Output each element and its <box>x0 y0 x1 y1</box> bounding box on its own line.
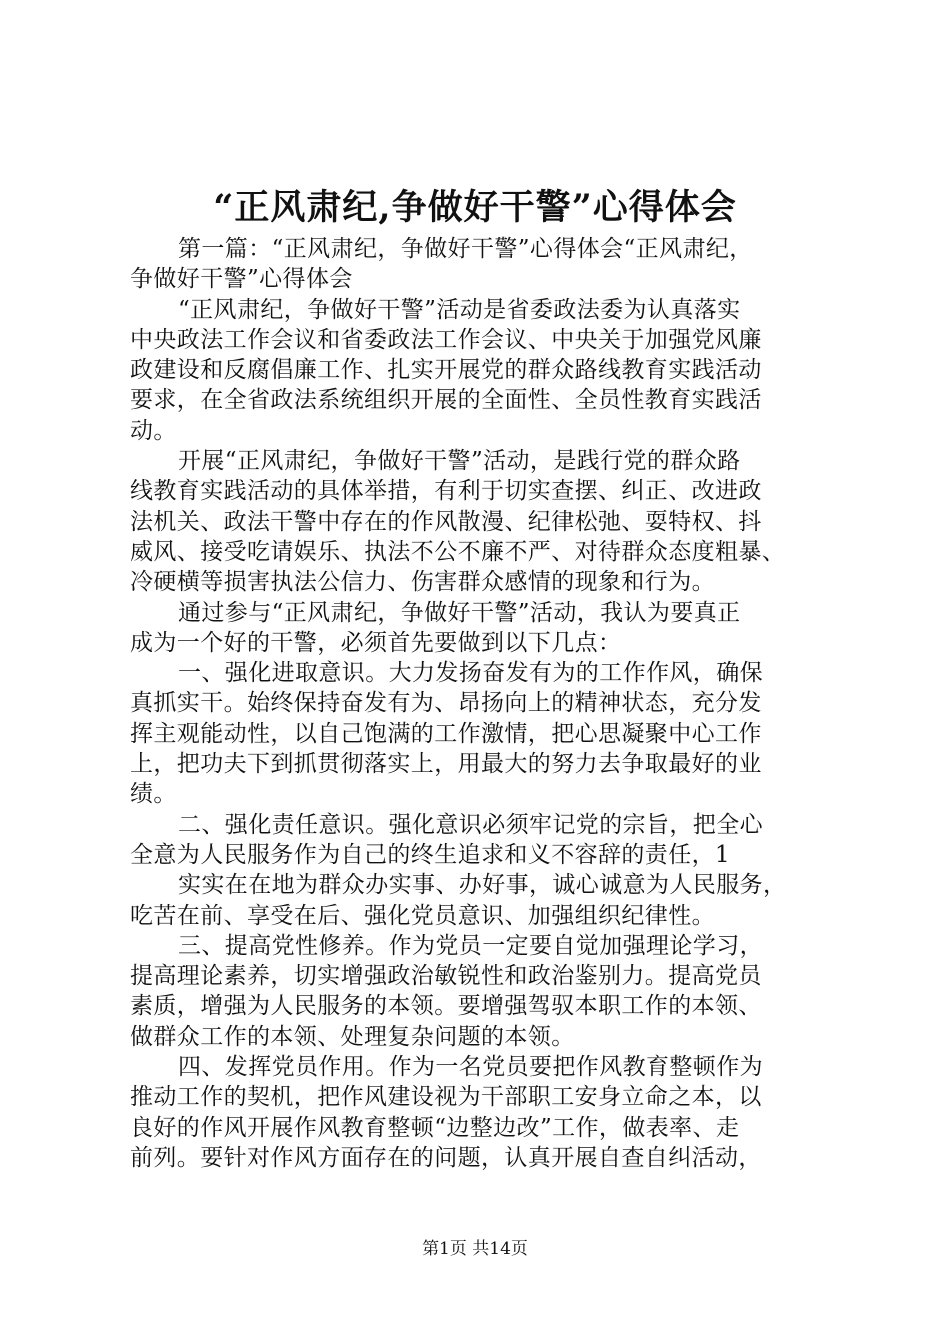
text-line: 吃苦在前、享受在后、强化党员意识、加强组织纪律性。 <box>130 902 715 929</box>
text-line: “正风肃纪，争做好干警”活动是省委政法委为认真落实 <box>178 296 741 323</box>
text-line: 中央政法工作会议和省委政法工作会议、中央关于加强党风廉 <box>130 326 762 353</box>
text-line: 开展“正风肃纪，争做好干警”活动，是践行党的群众路 <box>178 448 741 475</box>
text-line: 全意为人民服务作为自己的终生追求和义不容辞的责任，1 <box>130 841 731 868</box>
text-line: 法机关、政法干警中存在的作风散漫、纪律松弛、耍特权、抖 <box>130 508 762 535</box>
text-line: 推动工作的契机，把作风建设视为干部职工安身立命之本，以 <box>130 1084 762 1111</box>
page-number-footer: 第1页 共14页 <box>422 1239 528 1259</box>
text-line: 三、提高党性修养。作为党员一定要自觉加强理论学习， <box>178 932 763 959</box>
text-line: 素质，增强为人民服务的本领。要增强驾驭本职工作的本领、 <box>130 993 762 1020</box>
document-body <box>130 234 850 1173</box>
text-line: 动。 <box>130 417 177 444</box>
text-line: 四、发挥党员作用。作为一名党员要把作风教育整顿作为 <box>178 1054 763 1081</box>
text-line: 实实在在地为群众办实事、办好事，诚心诚意为人民服务， <box>178 872 787 899</box>
text-line: 真抓实干。始终保持奋发有为、昂扬向上的精神状态，充分发 <box>130 690 762 717</box>
text-line: 威风、接受吃请娱乐、执法不公不廉不严、对待群众态度粗暴、 <box>130 538 786 565</box>
text-line: 上，把功夫下到抓贯彻落实上，用最大的努力去争取最好的业 <box>130 751 762 778</box>
text-line: 绩。 <box>130 781 177 808</box>
text-line: 政建设和反腐倡廉工作、扎实开展党的群众路线教育实践活动 <box>130 357 762 384</box>
text-line: 一、强化进取意识。大力发扬奋发有为的工作作风，确保 <box>178 660 763 687</box>
text-line: 做群众工作的本领、处理复杂问题的本领。 <box>130 1023 575 1050</box>
text-line: 要求，在全省政法系统组织开展的全面性、全员性教育实践活 <box>130 387 762 414</box>
text-line: 前列。要针对作风方面存在的问题，认真开展自查自纠活动， <box>130 1144 762 1171</box>
text-line: 成为一个好的干警，必须首先要做到以下几点： <box>130 629 622 656</box>
text-line: 良好的作风开展作风教育整顿“边整边改”工作，做表率、走 <box>130 1114 740 1141</box>
document-title: “正风肃纪,争做好干警”心得体会 <box>213 187 737 228</box>
text-line: 提高理论素养，切实增强政治敏锐性和政治鉴别力。提高党员 <box>130 963 762 990</box>
text-line: 冷硬横等损害执法公信力、伤害群众感情的现象和行为。 <box>130 569 715 596</box>
text-line: 通过参与“正风肃纪，争做好干警”活动，我认为要真正 <box>178 599 741 626</box>
text-line: 争做好干警”心得体会 <box>130 266 353 293</box>
text-line: 线教育实践活动的具体举措，有利于切实查摆、纠正、改进政 <box>130 478 762 505</box>
text-line: 二、强化责任意识。强化意识必须牢记党的宗旨，把全心 <box>178 811 763 838</box>
text-line: 第一篇：“正风肃纪，争做好干警”心得体会“正风肃纪， <box>178 236 753 262</box>
text-line: 挥主观能动性，以自己饱满的工作激情，把心思凝聚中心工作 <box>130 720 762 747</box>
